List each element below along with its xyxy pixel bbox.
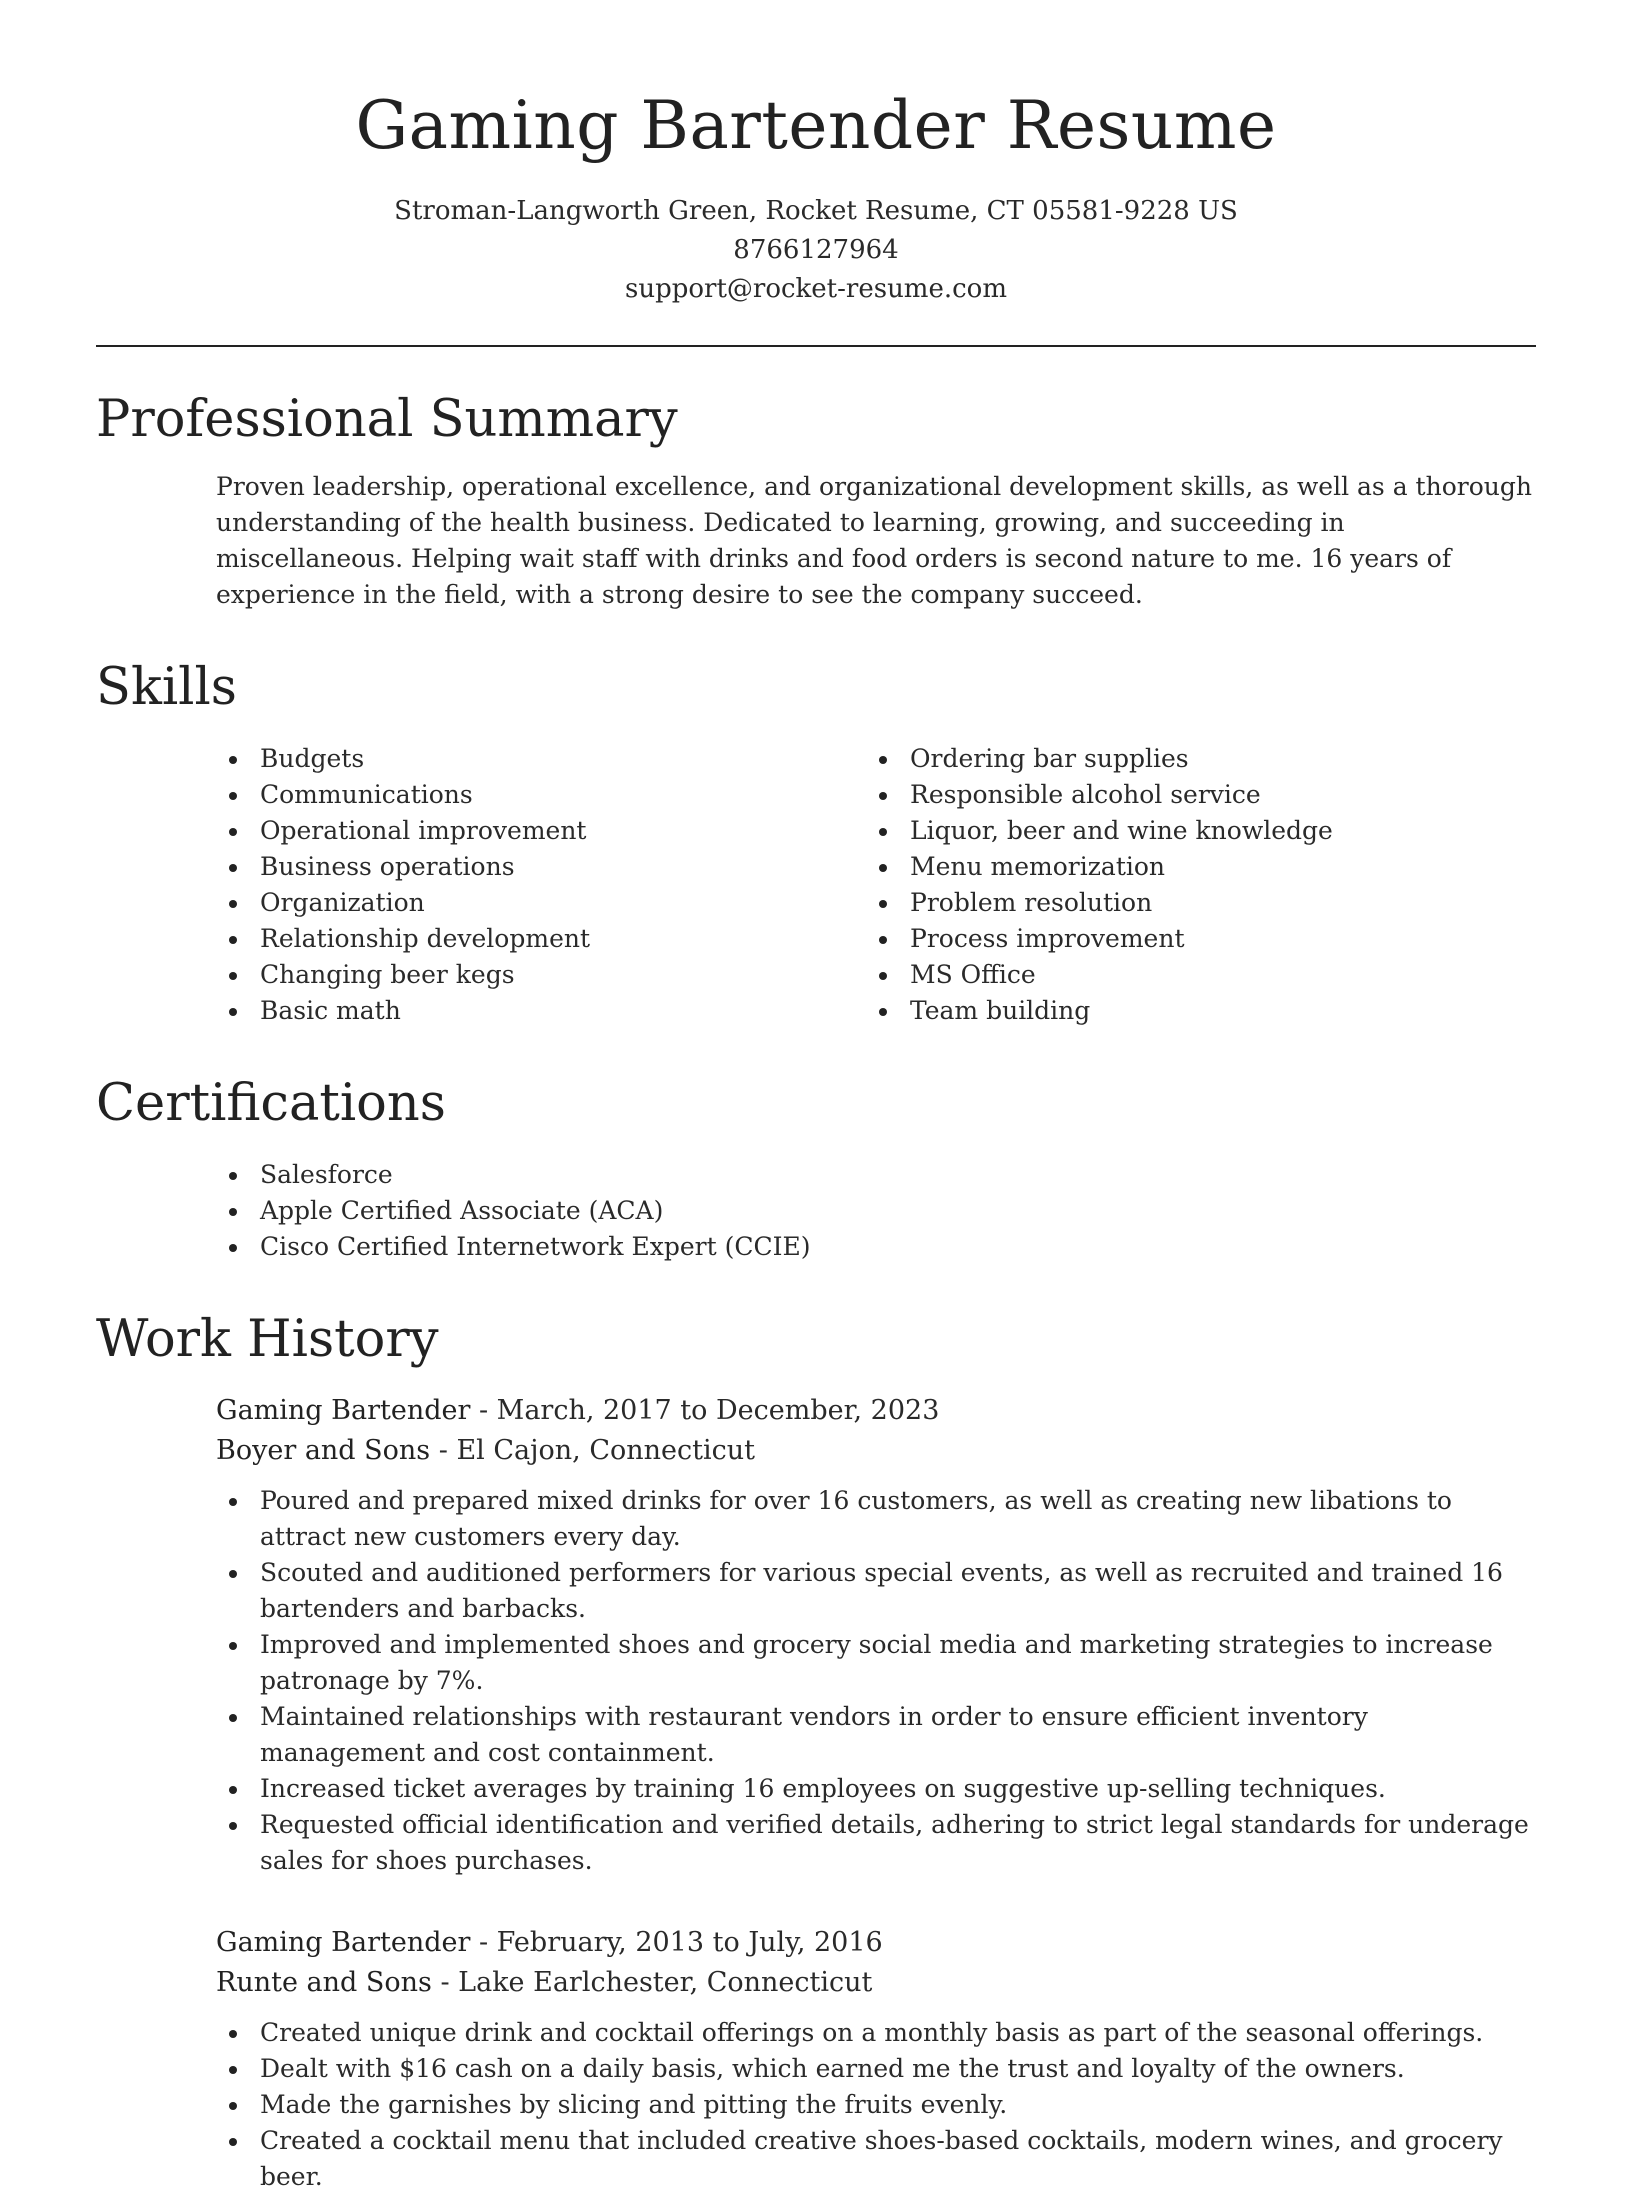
skills-columns	[216, 741, 1536, 1029]
summary-section	[96, 469, 1536, 613]
skills-list-right	[866, 741, 1516, 1029]
job-company-line	[216, 1963, 1536, 2003]
job-duties-list	[216, 2015, 1538, 2195]
skill-item: Budgets	[216, 741, 866, 777]
certifications-section	[96, 1157, 1536, 1265]
certification-item: Cisco Certified Internetwork Expert (CCIE)	[216, 1229, 1536, 1265]
skill-item: Organization	[216, 885, 866, 921]
job-dates: - February, 2013 to July, 2016	[470, 1927, 883, 1958]
header-divider	[96, 345, 1536, 347]
work-history-section	[96, 1391, 1536, 2195]
skills-heading: Skills	[96, 658, 237, 717]
skill-item: Team building	[866, 993, 1516, 1029]
skill-item: Responsible alcohol service	[866, 777, 1516, 813]
skill-item: Ordering bar supplies	[866, 741, 1516, 777]
job-duty: Maintained relationships with restaurant vendors in order to ensure efficient inventory management and cost containment.	[216, 1699, 1538, 1771]
job-company-line	[216, 1431, 1536, 1471]
job-dates: - March, 2017 to December, 2023	[470, 1395, 940, 1426]
certification-item: Apple Certified Associate (ACA)	[216, 1193, 1536, 1229]
job-duty: Created a cocktail menu that included creative shoes-based cocktails, modern wines, and grocery beer.	[216, 2123, 1538, 2195]
job-duty: Poured and prepared mixed drinks for over 16 customers, as well as creating new libations to attract new customers every day.	[216, 1483, 1538, 1555]
work-history-heading: Work History	[96, 1310, 439, 1369]
certifications-list	[216, 1157, 1536, 1265]
resume-title: Gaming Bartender Resume	[355, 87, 1277, 164]
skill-item: Relationship development	[216, 921, 866, 957]
job-entry	[216, 1923, 1536, 2195]
skill-item: Operational improvement	[216, 813, 866, 849]
skill-item: Business operations	[216, 849, 866, 885]
job-duty: Requested official identification and verified details, adhering to strict legal standards for underage sales for shoes purchases.	[216, 1807, 1538, 1879]
job-company: Runte and Sons	[216, 1967, 432, 1998]
certifications-heading: Certifications	[96, 1074, 446, 1133]
summary-text: Proven leadership, operational excellence, and organizational development skills, as well as a thorough understanding of the health business. Dedicated to learning, growing, and succeeding in miscellaneous. Helping wait staff with drinks and food orders is second nature to me. 16 years of experience in the field, with a strong desire to see the company succeed.	[216, 472, 1532, 609]
contact-address: Stroman-Langworth Green, Rocket Resume, CT 05581-9228 US	[394, 196, 1238, 226]
job-title: Gaming Bartender	[216, 1395, 471, 1426]
certification-item: Salesforce	[216, 1157, 1536, 1193]
job-duty: Dealt with $16 cash on a daily basis, which earned me the trust and loyalty of the owners.	[216, 2051, 1538, 2087]
job-duty: Scouted and auditioned performers for various special events, as well as recruited and trained 16 bartenders and barbacks.	[216, 1555, 1538, 1627]
job-title-line	[216, 1391, 1536, 1431]
job-duties-list	[216, 1483, 1538, 1879]
job-location: - El Cajon, Connecticut	[430, 1435, 755, 1466]
skill-item: Process improvement	[866, 921, 1516, 957]
skill-item: Problem resolution	[866, 885, 1516, 921]
job-title-line	[216, 1923, 1536, 1963]
contact-email: support@rocket-resume.com	[624, 274, 1007, 304]
skill-item: Communications	[216, 777, 866, 813]
job-duty: Created unique drink and cocktail offerings on a monthly basis as part of the seasonal offerings.	[216, 2015, 1538, 2051]
skills-section	[96, 741, 1536, 1029]
job-duty: Increased ticket averages by training 16 employees on suggestive up-selling techniques.	[216, 1771, 1538, 1807]
job-duty: Made the garnishes by slicing and pitting the fruits evenly.	[216, 2087, 1538, 2123]
job-duty: Improved and implemented shoes and grocery social media and marketing strategies to increase patronage by 7%.	[216, 1627, 1538, 1699]
skill-item: MS Office	[866, 957, 1516, 993]
skill-item: Liquor, beer and wine knowledge	[866, 813, 1516, 849]
resume-header	[96, 0, 1536, 347]
job-entry	[216, 1391, 1536, 1879]
skills-list-left	[216, 741, 866, 1029]
skill-item: Menu memorization	[866, 849, 1516, 885]
skill-item: Changing beer kegs	[216, 957, 866, 993]
job-company: Boyer and Sons	[216, 1435, 431, 1466]
contact-phone: 8766127964	[733, 235, 899, 265]
job-title: Gaming Bartender	[216, 1927, 471, 1958]
contact-block	[96, 192, 1536, 309]
job-location: - Lake Earlchester, Connecticut	[431, 1967, 873, 1998]
summary-heading: Professional Summary	[96, 390, 678, 449]
skill-item: Basic math	[216, 993, 866, 1029]
